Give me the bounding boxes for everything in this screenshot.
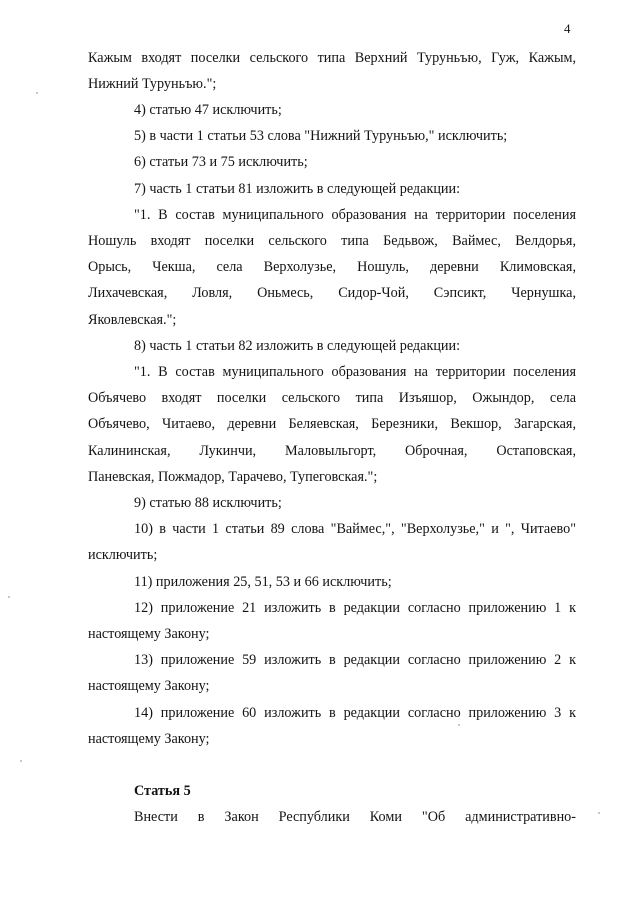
text-line: Яковлевская."; [88,312,177,328]
text-line: Лихачевская, Ловля, Оньмесь, Сидор-Чой, Сэпсикт, Чернушка, [88,285,576,301]
text-line: "1. В состав муниципального образования на территории поселения [134,207,576,223]
text-line: Калининская, Лукинчи, Маловыльгорт, Оброчная, Остаповская, [88,443,576,459]
scan-speck [36,92,38,94]
list-item: 5) в части 1 статьи 53 слова "Нижний Туруньъю," исключить; [134,128,508,144]
text-line: Нижний Туруньъю."; [88,76,217,92]
text-line: Ношуль входят поселки сельского типа Бедьвож, Ваймес, Вeлдорья, [88,233,576,249]
scan-speck [458,724,460,726]
list-item: 12) приложение 21 изложить в редакции согласно приложению 1 к [134,600,576,616]
list-item: 11) приложения 25, 51, 53 и 66 исключить; [134,574,392,590]
list-item: 14) приложение 60 изложить в редакции согласно приложению 3 к [134,705,576,721]
list-item: 8) часть 1 статьи 82 изложить в следующей редакции: [134,338,461,354]
text-line: исключить; [88,547,158,563]
list-item: 10) в части 1 статьи 89 слова "Ваймес,", "Верхолузье," и ", Читаево" [134,521,576,537]
list-item: 6) статьи 73 и 75 исключить; [134,154,308,170]
text-line: Объячево, Читаево, деревни Беляевская, Березники, Векшор, Загарская, [88,416,576,432]
text-line: настоящему Закону; [88,731,210,747]
list-item: 13) приложение 59 изложить в редакции согласно приложению 2 к [134,652,576,668]
text-line: "1. В состав муниципального образования на территории поселения [134,364,576,380]
page-number: 4 [564,21,571,36]
text-line: Внести в Закон Республики Коми "Об административно- [134,809,576,825]
scan-speck [20,760,22,762]
list-item: 9) статью 88 исключить; [134,495,282,511]
text-line: настоящему Закону; [88,678,210,694]
list-item: 7) часть 1 статьи 81 изложить в следующей редакции: [134,181,461,197]
text-line: Объячево входят поселки сельского типа Изъяшор, Ожындор, села [88,390,576,406]
scan-speck [8,596,10,598]
text-line: Кажым входят поселки сельского типа Верхний Туруньъю, Гуж, Кажым, [88,50,576,66]
scan-speck [598,812,600,814]
text-line: настоящему Закону; [88,626,210,642]
article-heading: Статья 5 [134,783,191,799]
text-line: Паневская, Пожмадор, Тарачево, Тупеговская."; [88,469,378,485]
text-line: Орысь, Чекша, села Верхолузье, Ношуль, деревни Климовская, [88,259,576,275]
list-item: 4) статью 47 исключить; [134,102,282,118]
